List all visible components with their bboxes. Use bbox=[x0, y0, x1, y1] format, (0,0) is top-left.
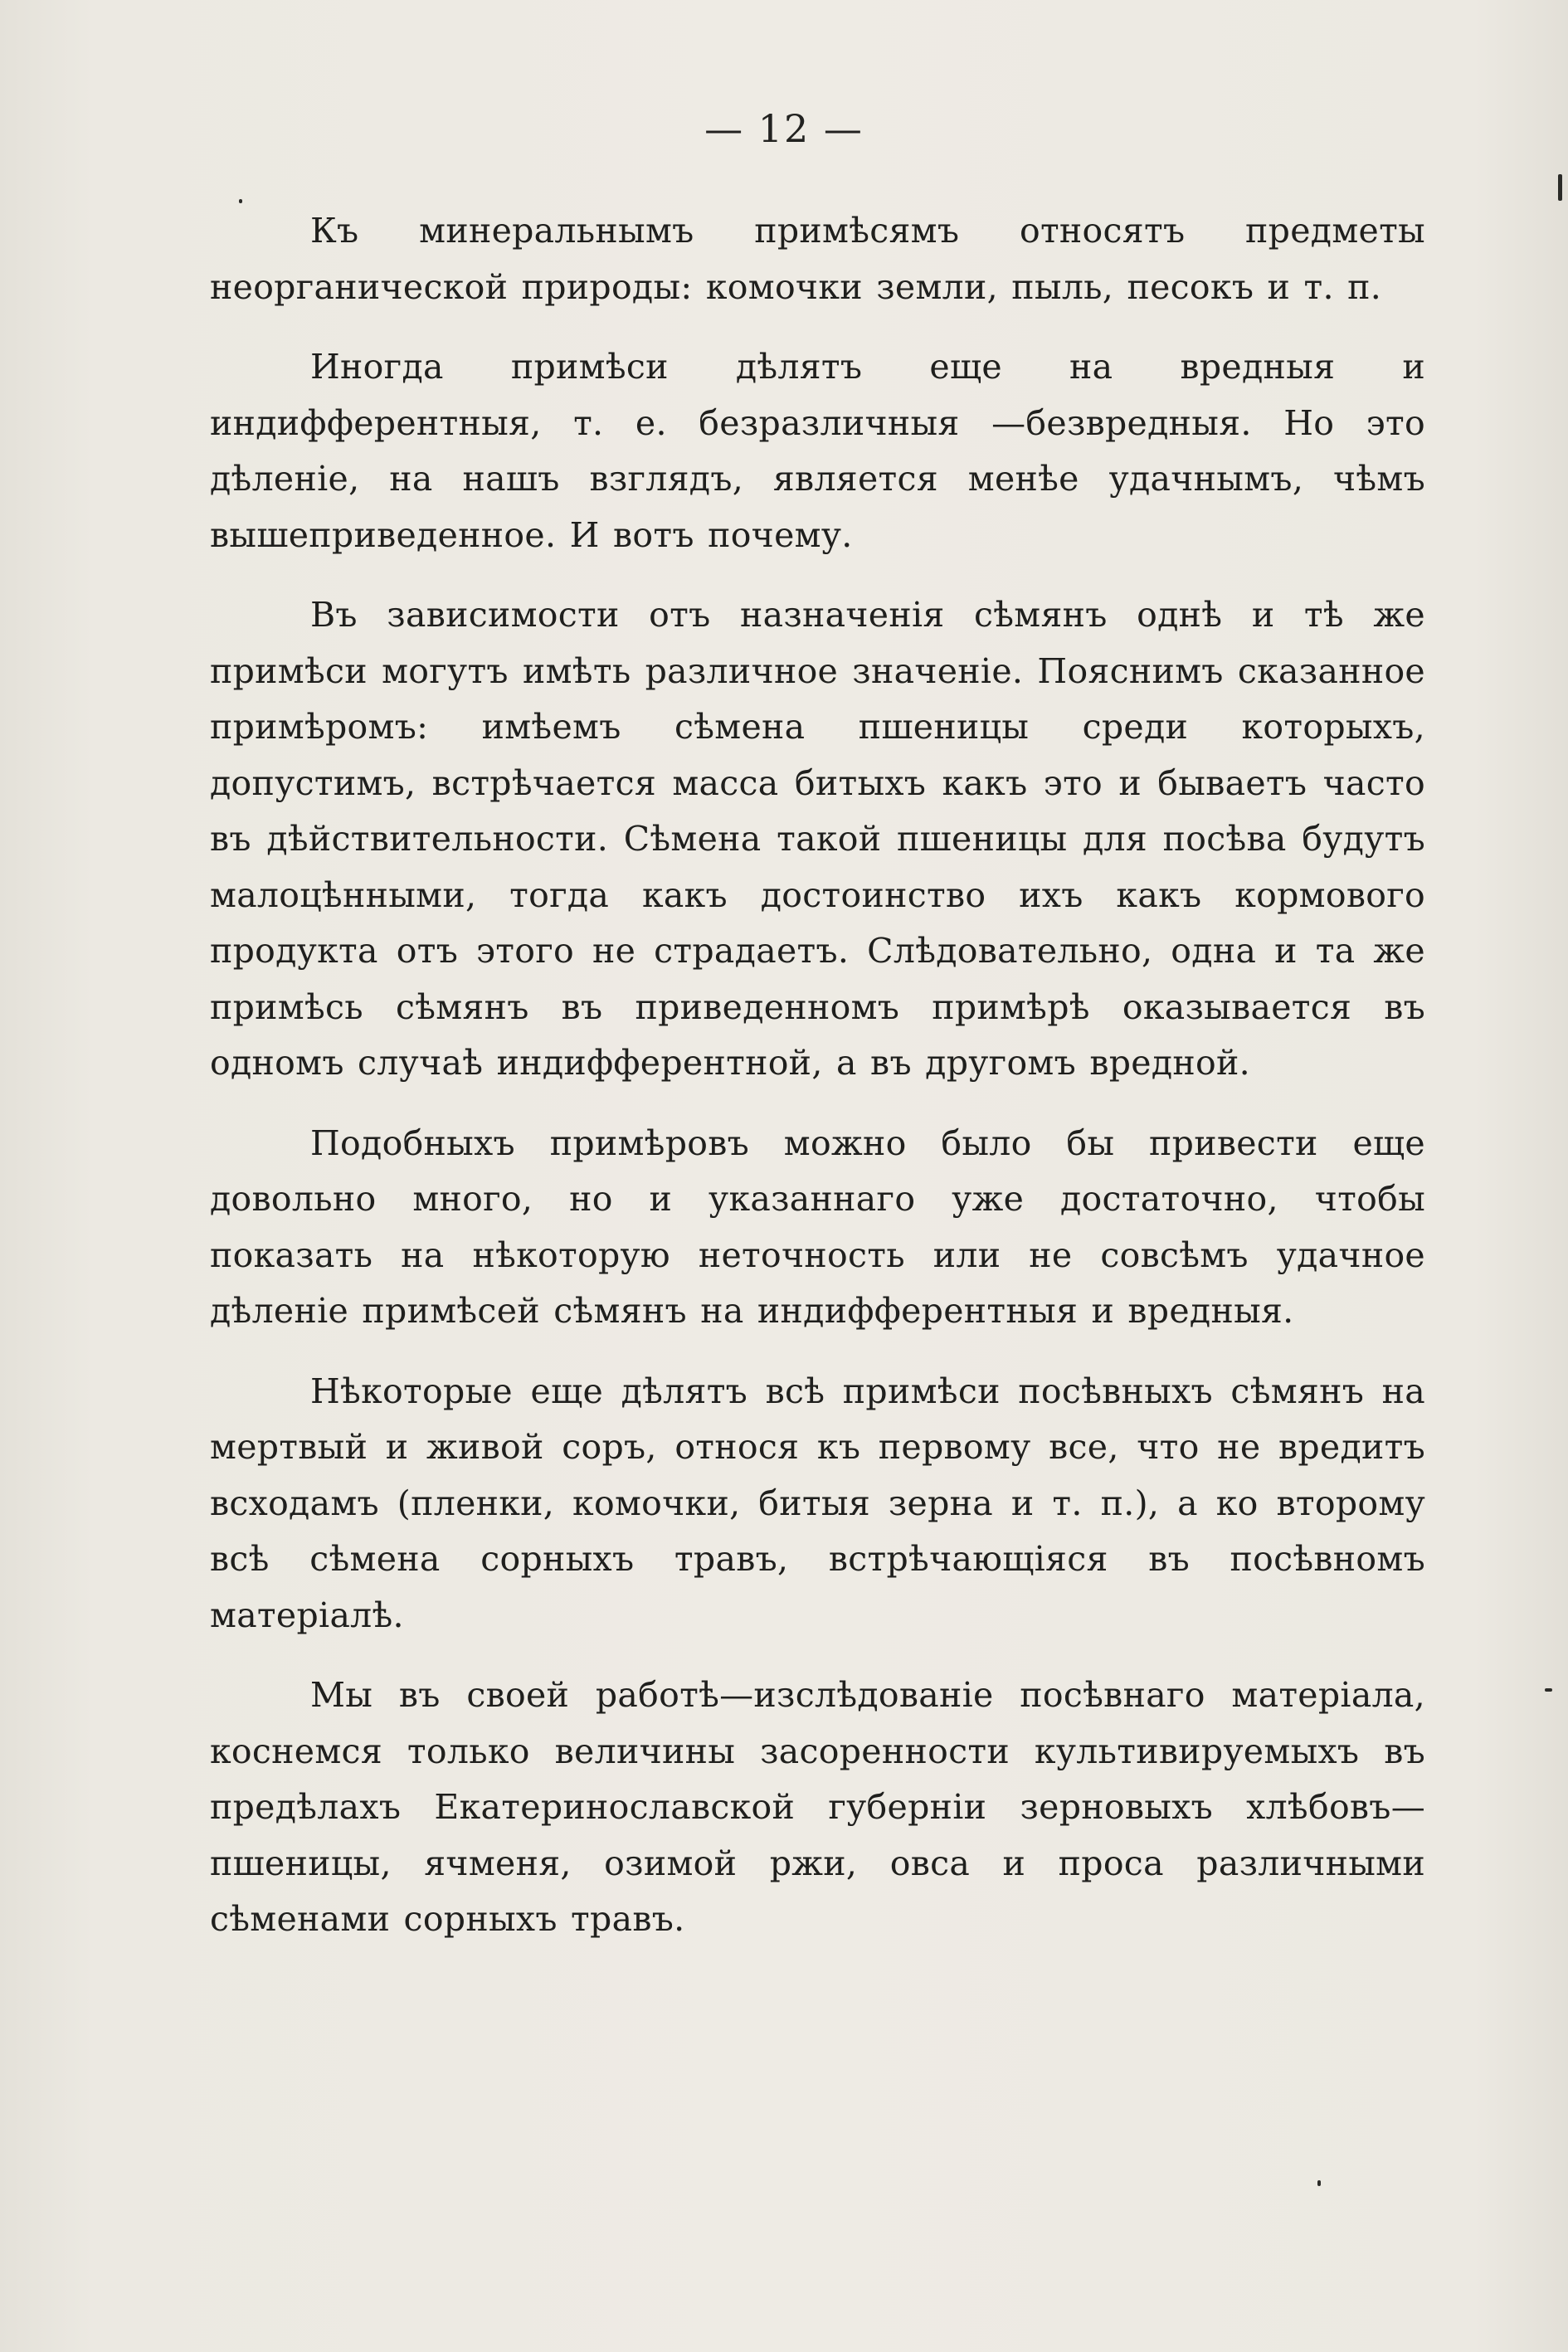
body-text bbox=[210, 203, 1425, 1972]
paragraph-seed-purpose: Въ зависимости отъ назначенія сѣмянъ однѣ и тѣ же примѣси могутъ имѣть различное значеніе. Пояснимъ сказанное примѣромъ: имѣемъ сѣмена пшеницы среди которыхъ, допустимъ, встрѣчается масса битыхъ какъ это и бываетъ часто въ дѣйствительности. Сѣмена такой пшеницы для посѣва будутъ малоцѣнными, тогда какъ достоинство ихъ какъ кормового продукта отъ этого не страдаетъ. Слѣдовательно, одна и та же примѣсь сѣмянъ въ приведенномъ примѣрѣ оказывается въ одномъ случаѣ индифферентной, а въ другомъ вредной. bbox=[210, 595, 1425, 1083]
scan-speck bbox=[1558, 174, 1562, 201]
paragraph-similar-examples: Подобныхъ примѣровъ можно было бы привести еще довольно много, но и указаннаго уже достаточно, чтобы показать на нѣкоторую неточность или не совсѣмъ удачное дѣленіе примѣсей сѣмянъ на индифферентныя и вредныя. bbox=[210, 1122, 1425, 1331]
scan-speck bbox=[1317, 2180, 1321, 2186]
scan-speck bbox=[239, 199, 242, 203]
scan-speck bbox=[1545, 1688, 1552, 1692]
paragraph-harmful-indifferent: Иногда примѣси дѣлятъ еще на вредныя и индифферентныя, т. е. безразличныя —безвредныя. Но это дѣленіе, на нашъ взглядъ, является менѣе удачнымъ, чѣмъ вышеприведенное. И вотъ почему. bbox=[210, 347, 1425, 555]
page-number: — 12 — bbox=[704, 106, 864, 151]
paragraph-dead-live-debris: Нѣкоторые еще дѣлятъ всѣ примѣси посѣвныхъ сѣмянъ на мертвый и живой соръ, относя къ первому все, что не вредитъ всходамъ (пленки, комочки, битыя зерна и т. п.), а ко второму всѣ сѣмена сорныхъ травъ, встрѣчающіяся въ посѣвномъ матеріалѣ. bbox=[210, 1371, 1425, 1635]
paragraph-mineral-impurities: Къ минеральнымъ примѣсямъ относятъ предметы неорганической природы: комочки земли, пыль, песокъ и т. п. bbox=[210, 211, 1425, 307]
paragraph-our-work: Мы въ своей работѣ—изслѣдованіе посѣвнаго матеріала, коснемся только величины засоренности культивируемыхъ въ предѣлахъ Екатеринославской губерніи зерновыхъ хлѣбовъ—пшеницы, ячменя, озимой ржи, овса и проса различными сѣменами сорныхъ травъ. bbox=[210, 1675, 1425, 1939]
